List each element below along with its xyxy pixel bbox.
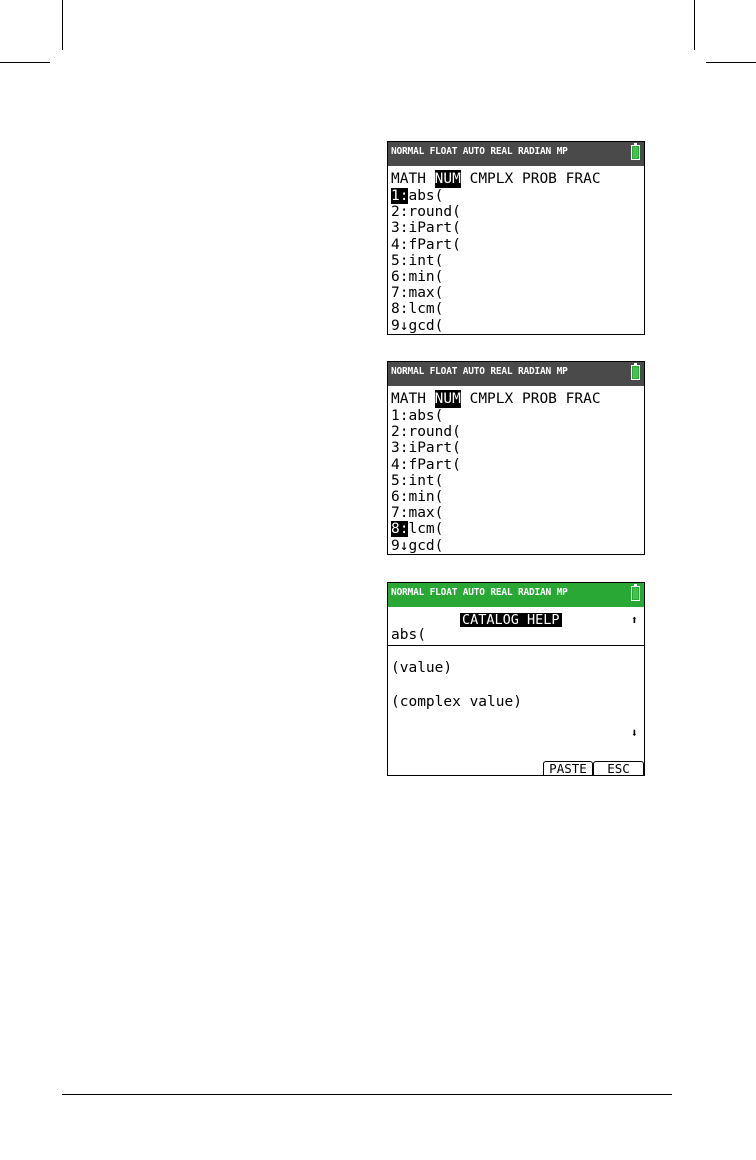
menu-item-fpart[interactable]: [391, 457, 644, 473]
menu-item-number: 6:: [391, 488, 409, 505]
menu-item-label: int(: [408, 252, 444, 269]
menu-item-round[interactable]: [391, 204, 644, 220]
menu-item-number: 4:: [391, 236, 409, 253]
menu-item-number: 9↓: [391, 317, 409, 334]
calculator-screen-2: [387, 361, 645, 555]
menu-item-label: int(: [408, 472, 444, 489]
menu-item-lcm[interactable]: [391, 521, 644, 537]
esc-button[interactable]: ESC: [593, 761, 644, 775]
calculator-screen-catalog-help: [387, 582, 645, 776]
menu-item-number: 7:: [391, 505, 409, 522]
menu-item-number: 1:: [391, 188, 409, 204]
tab-num[interactable]: NUM: [434, 391, 461, 407]
help-arg-complex-value[interactable]: (complex value): [391, 694, 522, 710]
menu-item-label: gcd(: [408, 317, 444, 334]
menu-item-label: gcd(: [408, 537, 444, 554]
menu-item-min[interactable]: [391, 269, 644, 285]
menu-item-label: lcm(: [408, 521, 444, 538]
tab-frac[interactable]: FRAC: [565, 391, 601, 407]
tab-cmplx[interactable]: CMPLX: [469, 391, 514, 407]
crop-mark: [694, 0, 695, 50]
softkey-bar: [388, 760, 644, 775]
tab-math[interactable]: MATH: [391, 171, 426, 187]
menu-item-gcd[interactable]: [391, 538, 644, 554]
menu-item-number: 7:: [391, 285, 409, 302]
tab-num[interactable]: NUM: [434, 171, 461, 187]
menu-item-number: 8:: [391, 301, 409, 318]
paste-button[interactable]: PASTE: [543, 761, 593, 775]
menu-item-number: 9↓: [391, 537, 409, 554]
menu-item-abs[interactable]: [391, 408, 644, 424]
menu-item-number: 1:: [391, 408, 409, 424]
menu-item-label: lcm(: [408, 301, 444, 318]
menu-item-number: 5:: [391, 252, 409, 269]
menu: [388, 166, 644, 334]
tab-frac[interactable]: FRAC: [565, 171, 601, 187]
crop-mark: [62, 0, 63, 50]
battery-icon: [631, 586, 640, 601]
menu-item-int[interactable]: [391, 253, 644, 269]
arrow-down-icon: ⬇: [630, 726, 638, 740]
status-text: NORMAL FLOAT AUTO REAL RADIAN MP: [391, 146, 568, 157]
menu-item-round[interactable]: [391, 424, 644, 440]
menu-tabs: [391, 170, 644, 188]
battery-icon: [631, 145, 640, 160]
status-text: NORMAL FLOAT AUTO REAL RADIAN MP: [391, 366, 568, 377]
help-body: [388, 646, 644, 756]
tab-cmplx[interactable]: CMPLX: [469, 171, 514, 187]
menu-item-label: iPart(: [408, 220, 461, 237]
menu-item-int[interactable]: [391, 473, 644, 489]
menu-item-min[interactable]: [391, 489, 644, 505]
menu: [388, 386, 644, 554]
tab-prob[interactable]: PROB: [521, 171, 557, 187]
menu-item-label: max(: [408, 505, 444, 522]
menu-item-number: 5:: [391, 472, 409, 489]
menu-item-label: max(: [408, 285, 444, 302]
arrow-up-icon: ⬆: [630, 613, 638, 627]
menu-item-fpart[interactable]: [391, 237, 644, 253]
menu-item-label: abs(: [408, 408, 444, 424]
footer-divider: [62, 1094, 672, 1095]
menu-item-label: abs(: [408, 188, 444, 204]
menu-item-max[interactable]: [391, 505, 644, 521]
menu-item-label: fPart(: [408, 456, 461, 473]
menu-item-lcm[interactable]: [391, 301, 644, 317]
menu-item-number: 6:: [391, 268, 409, 285]
menu-item-number: 2:: [391, 204, 409, 221]
menu-item-ipart[interactable]: [391, 440, 644, 456]
calculator-screen-1: [387, 141, 645, 335]
menu-item-number: 3:: [391, 440, 409, 457]
menu-item-number: 4:: [391, 456, 409, 473]
help-arg-value[interactable]: (value): [391, 660, 453, 676]
menu-item-label: min(: [408, 488, 444, 505]
menu-item-label: min(: [408, 268, 444, 285]
menu-item-label: iPart(: [408, 440, 461, 457]
menu-item-gcd[interactable]: [391, 318, 644, 334]
help-header: [388, 607, 644, 646]
tab-math[interactable]: MATH: [391, 391, 426, 407]
crop-mark: [706, 62, 756, 63]
status-text: NORMAL FLOAT AUTO REAL RADIAN MP: [391, 587, 568, 598]
menu-item-number: 8:: [391, 521, 409, 538]
catalog-help-title: CATALOG HELP: [462, 612, 560, 628]
tab-prob[interactable]: PROB: [521, 391, 557, 407]
menu-item-max[interactable]: [391, 285, 644, 301]
menu-item-label: fPart(: [408, 236, 461, 253]
menu-item-label: round(: [408, 204, 461, 221]
status-bar: [388, 142, 644, 166]
menu-item-number: 3:: [391, 220, 409, 237]
menu-item-abs[interactable]: [391, 188, 644, 204]
battery-icon: [631, 365, 640, 380]
status-bar: [388, 362, 644, 386]
menu-item-label: round(: [408, 424, 461, 441]
menu-item-ipart[interactable]: [391, 220, 644, 236]
help-function-name: abs(: [391, 627, 426, 643]
status-bar: [388, 583, 644, 607]
menu-item-number: 2:: [391, 424, 409, 441]
menu-tabs: [391, 390, 644, 408]
crop-mark: [0, 62, 50, 63]
